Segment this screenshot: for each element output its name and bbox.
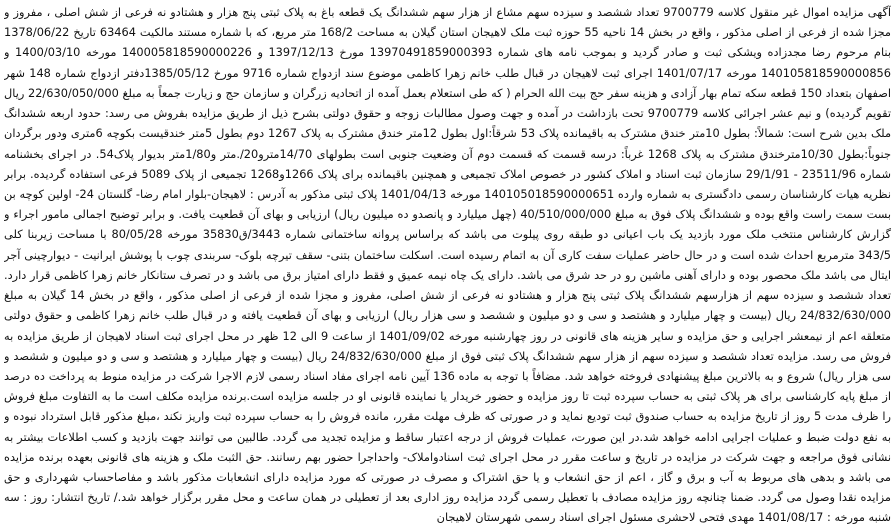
notice-body: آگهی مزایده اموال غیر منقول کلاسه 9700779 تعداد ششصد و سیزده سهم مشاع از هزار سهم ششدانگ یک قطعه باغ به پلاک ثبتی پنج هزار و هشتادو نه فرعی از شش اصلی ، مفروز و مجزا شده از فرعی از اصلی مذکور ، واقع در بخش 14 ناحیه 55 حوزه ثبت ملک لاهیجان استان گیلان به مساحت 168/2 متر مربع، که با شماره مستند مالکیت 63464 تاریخ 1378/06/22 بنام مرحوم رضا مجدزاده ویشکی ثبت و صادر گردید و بموجب نامه های شماره 13970491859000393 مورخ 1397/12/13 و 140005818590000226 مورخه 1400/03/10 و 140105818590000856 مورخه 1401/07/17 اجرای ثبت لاهیجان در قبال طلب خانم زهرا کاظمی موضوع سند ازدواج شماره 9716 مورخ 1385/05/12دفتر ازدواج شماره 148 شهر اصفهان بتعداد 150 قطعه سکه تمام بهار آزادی و هزینه سفر حج بیت الله الحرام ( که طی استعلام بعمل آمده از اتحادیه زرگران و سازمان حج و زیارت جمعاً به مبلغ 22/630/050/000 ریال تقویم گردیده) و نیم عشر اجرائی کلاسه 9700779 تحت بازداشت در آمده و جهت وصول مطالبات زوجه و حقوق دولتی بشرح ذیل از طریق مزایده بفروش می رسد: حدود اربعه ششدانگ ملک بدین شرح است: شمالاً: بطول 10متر خندق مشترک به باقیمانده پلاک 53 شرقاً:اول بطول 12متر خندق مشترک به پلاک 1267 دوم بطول 5متر خندقیست بکوچه 6متری ودور برگردان جنوباً:بطول 10/30مترخندق مشترک به پلاک 1268 غرباً: درسه قسمت که قسمت دوم آن وضعیت جنوبی است بطولهای 14/70مترو20/.متر و1/80متر بدیوار پلاک54. در اجرای بخشنامه شماره 23511/96 - 29/1/91 سازمان ثبت اسناد و املاک کشور در خصوص املاک تجمیعی و همچنین باقیمانده برای پلاک 1266و1268 تجمیعی از پلاک 5089 فرعی استفاده گردیده. برابر نظریه هیات کارشناسان رسمی دادگستری به شماره وارده 140105018590000651 مورخه 1401/04/13 پلاک ثبتی مذکور به آدرس : لاهیجان-بلوار امام رضا- گلستان 24- اولین کوچه بن بست سمت راست واقع بوده و ششدانگ پلاک فوق به مبلغ 40/510/000/000 (چهل میلیارد و پانصدو ده میلیون ریال) ارزیابی و بهای آن قطعیت یافت. و برابر توضیح اجمالی مامور اجراء و گزارش کارشناس منتخب ملک مورد بازدید یک باب اعیانی دو طبقه روی پیلوت می باشد که براساس پروانه ساختمانی شماره 3443/ق35830 مورخه 80/05/28 با مساحت زیربنا کلی 343/5 مترمربع احداث شده است و در حال حاضر عملیات سفت کاری آن به اتمام رسیده است. اسکلت ساختمان بتنی- سقف تیرچه بلوک- سربندی چوب با پوشش ایرانیت - دیوارچینی آجر ایتال می باشد ملک محصور بوده و دارای آهنی ماشین رو در حد شرق می باشد. دارای یک چاه نیمه عمیق و فقط دارای امتیاز برق می باشد و در تصرف ستانکار خانم زهرا کاظمی قرار دارد. تعداد ششصد و سیزده سهم از هزارسهم ششدانگ پلاک ثبتی پنج هزار و هشتادو نه فرعی از شش اصلی، مفروز و مجزا شده از فرعی از اصلی مذکور ، واقع در بخش 14 گیلان به مبلغ 24/832/630/000 ریال (بیست و چهار میلیارد و هشتصد و سی و دو میلیون و ششصد و سی هزار ریال) ارزیابی و بهای آن قطعیت یافته و در قبال طلب خانم زهرا کاظمی و حقوق دولتی متعلقه اعم از نیمعشر اجرایی و حق مزایده و سایر هزینه های قانونی در روز چهارشنبه مورخه 1401/09/02 از ساعت 9 الی 12 ظهر در محل اجرای ثبت اسناد لاهیجان از طریق مزایده به فروش می رسد. مزایده تعداد ششصد و سیزده سهم از هزار سهم ششدانگ پلاک ثبتی فوق از مبلغ 24/832/630/000 ریال (بیست و چهار میلیارد و هشتصد و سی و دو میلیون و ششصد و سی هزار ریال) شروع و به بالاترین مبلغ پیشنهادی فروخته خواهد شد. مضافاً با توجه به ماده 136 آیین نامه اجرای مفاد اسناد رسمی لازم الاجرا شرکت در مزایده منوط به پرداخت ده درصد از مبلغ پایه کارشناسی برای هر پلاک ثبتی به حساب سپرده ثبت تا روز مزایده و حضور خریدار یا نماینده قانونی او در جلسه مزایده است.برنده مزایده مکلف است ما به التفاوت مبلغ فروش را ظرف مدت 5 روز از تاریخ مزایده به حساب صندوق ثبت تودیع نماید و در صورتی که ظرف مهلت مقرر، مانده فروش را به حساب سپرده ثبت واریز نکند ،مبلغ مذکور قابل استرداد نبوده و به نفع دولت ضبط و عملیات اجرایی ادامه خواهد شد.در این صورت، عملیات فروش از درجه اعتبار ساقط و مزایده تجدید می گردد. طالبین می توانند جهت بازدید و کسب اطلاعات بیشتر به نشانی فوق مراجعه و جهت شرکت در مزایده در تاریخ و ساعت مقرر در محل اجرای ثبت اسنادواملاک- واحداجرا حضور بهم رسانند. حق الثبت ملک و هزینه های قانونی بعهده برنده مزایده می باشد و بدهی های مربوط به آب و برق و گاز ، اعم از حق انشعاب و یا حق اشتراک و مصرف در صورتی که مورد مزایده دارای انشعابات مذکور باشد و مفاصاحساب شهرداری و حق مزایده نقدا وصول می گردد. ضمنا چنانچه روز مزایده مصادف با تعطیل رسمی گردد مزایده روز اداری بعد از تعطیلی در همان ساعت و محل مقرر برگزار خواهد شد./ تاریخ انتشار: روز : سه شنبه مورخه : 1401/08/17 مهدی فتحی لاحشری مسئول اجرای اسناد رسمی شهرستان لاهیجان bbox=[4, 5, 891, 525]
auction-notice bbox=[4, 2, 891, 529]
